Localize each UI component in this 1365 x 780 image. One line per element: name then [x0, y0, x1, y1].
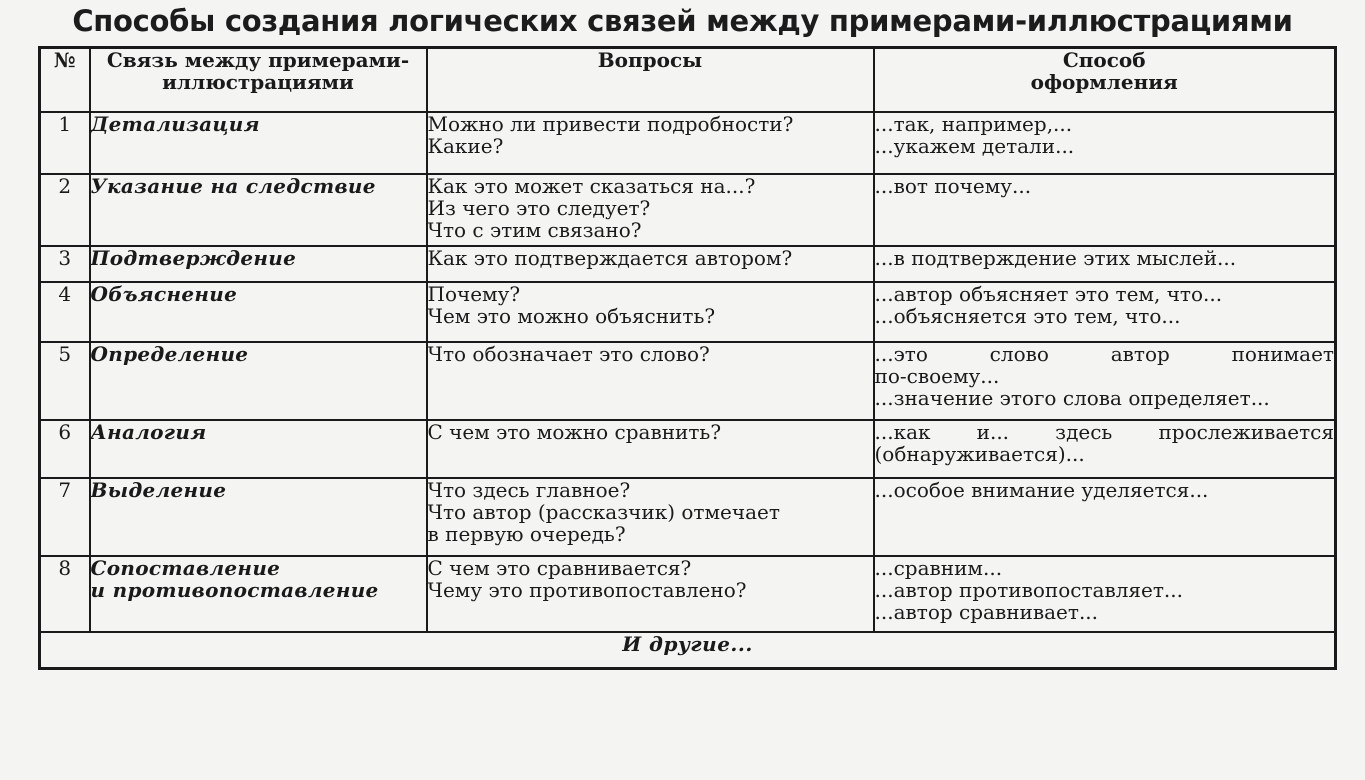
form-line: ...так, например,... [874, 112, 1073, 136]
questions-cell [427, 420, 874, 478]
form-line: ...это слово автор понимает [874, 342, 1334, 366]
question-line: Можно ли привести подробности? [427, 112, 794, 136]
question-line: в первую очередь? [427, 522, 626, 546]
row-number: 8 [40, 556, 90, 632]
form-line: ...объясняется это тем, что... [874, 304, 1181, 328]
page-title: Способы создания логических связей между примерами-иллюстрациями [72, 4, 1293, 38]
question-line: Как это подтверждается автором? [427, 246, 793, 270]
table-row [40, 556, 1336, 632]
question-line: Чему это противопоставлено? [427, 578, 747, 602]
form-line: ...автор сравнивает... [874, 600, 1099, 624]
form-line: ...укажем детали... [874, 134, 1075, 158]
questions-cell [427, 556, 874, 632]
table-row [40, 112, 1336, 174]
question-line: Что с этим связано? [427, 218, 642, 242]
question-line: Что автор (рассказчик) отмечает [427, 500, 780, 524]
questions-cell [427, 282, 874, 342]
link-type [90, 342, 427, 420]
header-link-line2: иллюстрациями [162, 70, 354, 94]
header-link [90, 48, 427, 113]
question-line: Какие? [427, 134, 504, 158]
questions-cell [427, 478, 874, 556]
header-link-line1: Связь между примерами- [106, 48, 410, 72]
form-line: ...особое внимание уделяется... [874, 478, 1209, 502]
logical-links-table [38, 46, 1337, 670]
row-number: 2 [40, 174, 90, 246]
link-line: Детализация [90, 112, 260, 136]
link-line: Выделение [90, 478, 227, 502]
header-form-line2: оформления [1030, 70, 1178, 94]
form-line: по-своему... [874, 364, 1000, 388]
link-line: Сопоставление [90, 556, 281, 580]
question-line: Из чего это следует? [427, 196, 651, 220]
row-number: 5 [40, 342, 90, 420]
link-line: и противопоставление [90, 578, 379, 602]
header-form [874, 48, 1336, 113]
questions-cell [427, 112, 874, 174]
form-cell [874, 556, 1336, 632]
table-row [40, 342, 1336, 420]
table-row [40, 174, 1336, 246]
link-line: Объяснение [90, 282, 238, 306]
header-questions: Вопросы [427, 48, 874, 113]
link-type [90, 112, 427, 174]
table-row [40, 246, 1336, 282]
table-footer-row [40, 632, 1336, 669]
header-form-line1: Способ [1062, 48, 1146, 72]
link-line: Подтверждение [90, 246, 297, 270]
link-type [90, 420, 427, 478]
questions-cell [427, 246, 874, 282]
form-cell [874, 282, 1336, 342]
form-cell [874, 174, 1336, 246]
form-line: ...вот почему... [874, 174, 1032, 198]
link-line: Указание на следствие [90, 174, 376, 198]
form-line: ...как и... здесь прослеживается [874, 420, 1334, 444]
link-type [90, 556, 427, 632]
table-row [40, 282, 1336, 342]
table-row [40, 478, 1336, 556]
header-num: № [40, 48, 90, 113]
row-number: 3 [40, 246, 90, 282]
form-line: (обнаруживается)... [874, 442, 1085, 466]
questions-cell [427, 342, 874, 420]
table-footer: И другие... [40, 632, 1336, 669]
form-line: ...в подтверждение этих мыслей... [874, 246, 1237, 270]
link-type [90, 174, 427, 246]
question-line: С чем это можно сравнить? [427, 420, 722, 444]
question-line: Как это может сказаться на...? [427, 174, 756, 198]
form-cell [874, 246, 1336, 282]
form-cell [874, 420, 1336, 478]
link-line: Аналогия [90, 420, 207, 444]
form-line: ...сравним... [874, 556, 1003, 580]
question-line: С чем это сравнивается? [427, 556, 692, 580]
question-line: Что обозначает это слово? [427, 342, 710, 366]
form-cell [874, 478, 1336, 556]
link-type [90, 478, 427, 556]
row-number: 4 [40, 282, 90, 342]
questions-cell [427, 174, 874, 246]
form-line: ...автор объясняет это тем, что... [874, 282, 1223, 306]
table-row [40, 420, 1336, 478]
link-type [90, 282, 427, 342]
form-line: ...автор противопоставляет... [874, 578, 1184, 602]
link-line: Определение [90, 342, 249, 366]
row-number: 6 [40, 420, 90, 478]
row-number: 1 [40, 112, 90, 174]
question-line: Почему? [427, 282, 521, 306]
row-number: 7 [40, 478, 90, 556]
form-cell [874, 342, 1336, 420]
form-cell [874, 112, 1336, 174]
link-type [90, 246, 427, 282]
form-line: ...значение этого слова определяет... [874, 386, 1270, 410]
question-line: Чем это можно объяснить? [427, 304, 716, 328]
question-line: Что здесь главное? [427, 478, 631, 502]
table-header-row [40, 48, 1336, 113]
